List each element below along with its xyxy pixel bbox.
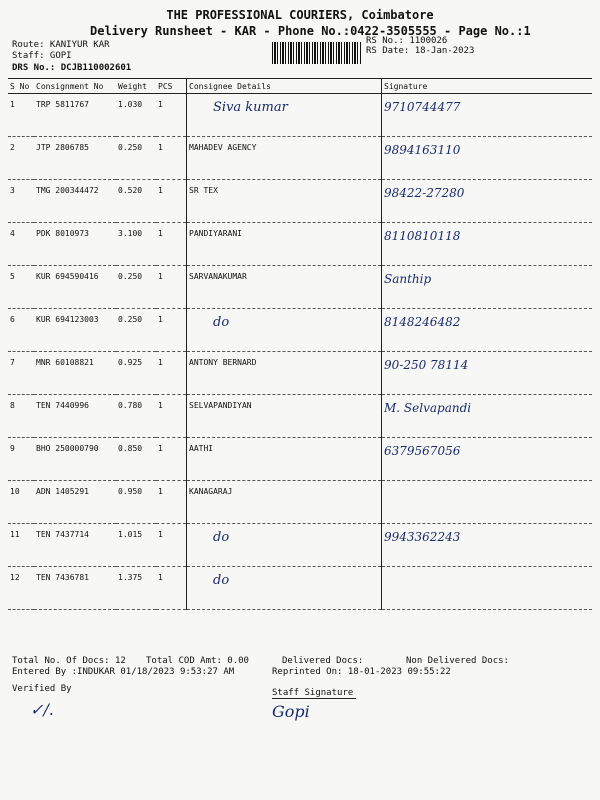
row-sno: 6 [8,309,34,352]
table-row [8,567,592,610]
row-consignee [187,223,382,266]
table-row [8,524,592,567]
row-consignment-no: BHO 250000790 [34,438,116,481]
row-consignment-no: TRP 5811767 [34,94,116,137]
staff-label: Staff: GOPI [12,51,72,61]
consignee-name: KANAGARAJ [189,487,233,496]
row-signature [382,395,593,438]
table-row [8,481,592,524]
row-weight: 3.100 [116,223,156,266]
col-weight: Weight [116,79,156,94]
table-row [8,94,592,137]
row-consignment-no: KUR 694590416 [34,266,116,309]
table-row [8,137,592,180]
row-weight: 1.375 [116,567,156,610]
verified-by-label: Verified By [12,684,72,694]
row-pcs: 1 [156,266,187,309]
row-consignee [187,567,382,610]
row-signature [382,352,593,395]
row-consignee [187,481,382,524]
table-row [8,266,592,309]
row-consignment-no: MNR 60108821 [34,352,116,395]
row-consignment-no: ADN 1405291 [34,481,116,524]
handwritten-signature: 9710744477 [384,100,461,114]
consignee-name: SELVAPANDIYAN [189,401,252,410]
row-pcs: 1 [156,524,187,567]
row-signature [382,309,593,352]
runsheet-table [8,78,592,610]
rs-number: RS No.: 1100026 [366,36,448,46]
row-consignment-no: PDK 8010973 [34,223,116,266]
col-consignee: Consignee Details [187,79,382,94]
row-consignment-no: TEN 7437714 [34,524,116,567]
verified-signature-mark: ✓/. [30,700,54,719]
row-weight: 0.250 [116,266,156,309]
row-signature [382,481,593,524]
total-cod: Total COD Amt: 0.00 [146,656,249,666]
row-pcs: 1 [156,223,187,266]
row-sno: 9 [8,438,34,481]
col-pcs: PCS [156,79,187,94]
row-pcs: 1 [156,94,187,137]
handwritten-signature: 8110810118 [384,229,461,243]
handwritten-signature: Santhip [384,272,432,286]
staff-signature-line [272,698,356,699]
row-consignee [187,438,382,481]
delivered-docs: Delivered Docs: [282,656,364,666]
row-weight: 0.250 [116,137,156,180]
row-consignee [187,309,382,352]
staff-signature-mark: Gopi [272,702,310,721]
row-signature [382,223,593,266]
handwritten-signature: 98422-27280 [384,186,465,200]
handwritten-signature: 9943362243 [384,530,461,544]
table-row [8,395,592,438]
row-sno: 2 [8,137,34,180]
row-signature [382,266,593,309]
row-sno: 5 [8,266,34,309]
row-weight: 0.520 [116,180,156,223]
row-sno: 7 [8,352,34,395]
handwritten-signature: 90-250 78114 [384,358,469,372]
row-weight: 0.950 [116,481,156,524]
total-docs: Total No. Of Docs: 12 [12,656,126,666]
row-consignment-no: TEN 7440996 [34,395,116,438]
row-consignee [187,524,382,567]
row-sno: 1 [8,94,34,137]
row-consignee [187,137,382,180]
row-weight: 1.015 [116,524,156,567]
drs-number: DRS No.: DCJB110002601 [12,63,132,73]
reprinted-on: Reprinted On: 18-01-2023 09:55:22 [272,667,451,677]
barcode [272,42,362,64]
row-weight: 0.850 [116,438,156,481]
handwritten-consignee: do [213,573,230,588]
entered-by: Entered By :INDUKAR 01/18/2023 9:53:27 AM [12,667,235,677]
row-sno: 8 [8,395,34,438]
row-pcs: 1 [156,309,187,352]
col-signature: Signature [382,79,593,94]
row-weight: 0.780 [116,395,156,438]
route-label: Route: KANIYUR KAR [12,40,110,50]
consignee-name: SR TEX [189,186,218,195]
row-sno: 10 [8,481,34,524]
handwritten-signature: M. Selvapandi [384,401,472,415]
handwritten-signature: 8148246482 [384,315,461,329]
row-sno: 4 [8,223,34,266]
row-sno: 3 [8,180,34,223]
rs-date: RS Date: 18-Jan-2023 [366,46,475,56]
row-pcs: 1 [156,438,187,481]
row-sno: 12 [8,567,34,610]
row-signature [382,438,593,481]
row-pcs: 1 [156,137,187,180]
row-signature [382,567,593,610]
consignee-name: AATHI [189,444,214,453]
row-weight: 0.925 [116,352,156,395]
handwritten-consignee: do [213,315,230,330]
row-signature [382,137,593,180]
consignee-name: PANDIYARANI [189,229,242,238]
row-consignment-no: JTP 2806785 [34,137,116,180]
row-signature [382,94,593,137]
row-weight: 1.030 [116,94,156,137]
row-consignment-no: TMG 200344472 [34,180,116,223]
handwritten-signature: 9894163110 [384,143,461,157]
row-pcs: 1 [156,395,187,438]
row-pcs: 1 [156,567,187,610]
table-row [8,438,592,481]
table-row [8,180,592,223]
row-consignee [187,94,382,137]
handwritten-consignee: Siva kumar [213,100,288,115]
consignee-name: SARVANAKUMAR [189,272,247,281]
row-consignee [187,180,382,223]
row-pcs: 1 [156,180,187,223]
row-consignee [187,352,382,395]
row-signature [382,180,593,223]
row-consignment-no: KUR 694123003 [34,309,116,352]
non-delivered-docs: Non Delivered Docs: [406,656,509,666]
table-row [8,223,592,266]
row-pcs: 1 [156,352,187,395]
row-sno: 11 [8,524,34,567]
row-pcs: 1 [156,481,187,524]
handwritten-consignee: do [213,530,230,545]
row-consignee [187,395,382,438]
row-signature [382,524,593,567]
row-consignment-no: TEN 7436781 [34,567,116,610]
document-title: THE PROFESSIONAL COURIERS, Coimbatore [166,8,434,22]
staff-signature-label: Staff Signature [272,688,354,698]
col-consignment: Consignment No [34,79,116,94]
row-weight: 0.250 [116,309,156,352]
table-header-row [8,79,592,94]
consignee-name: MAHADEV AGENCY [189,143,257,152]
handwritten-signature: 6379567056 [384,444,461,458]
table-row [8,309,592,352]
document-subtitle: Delivery Runsheet - KAR - Phone No.:0422-3505555 - Page No.:1 [90,24,531,38]
col-sno: S No [8,79,34,94]
row-consignee [187,266,382,309]
consignee-name: ANTONY BERNARD [189,358,257,367]
table-row [8,352,592,395]
